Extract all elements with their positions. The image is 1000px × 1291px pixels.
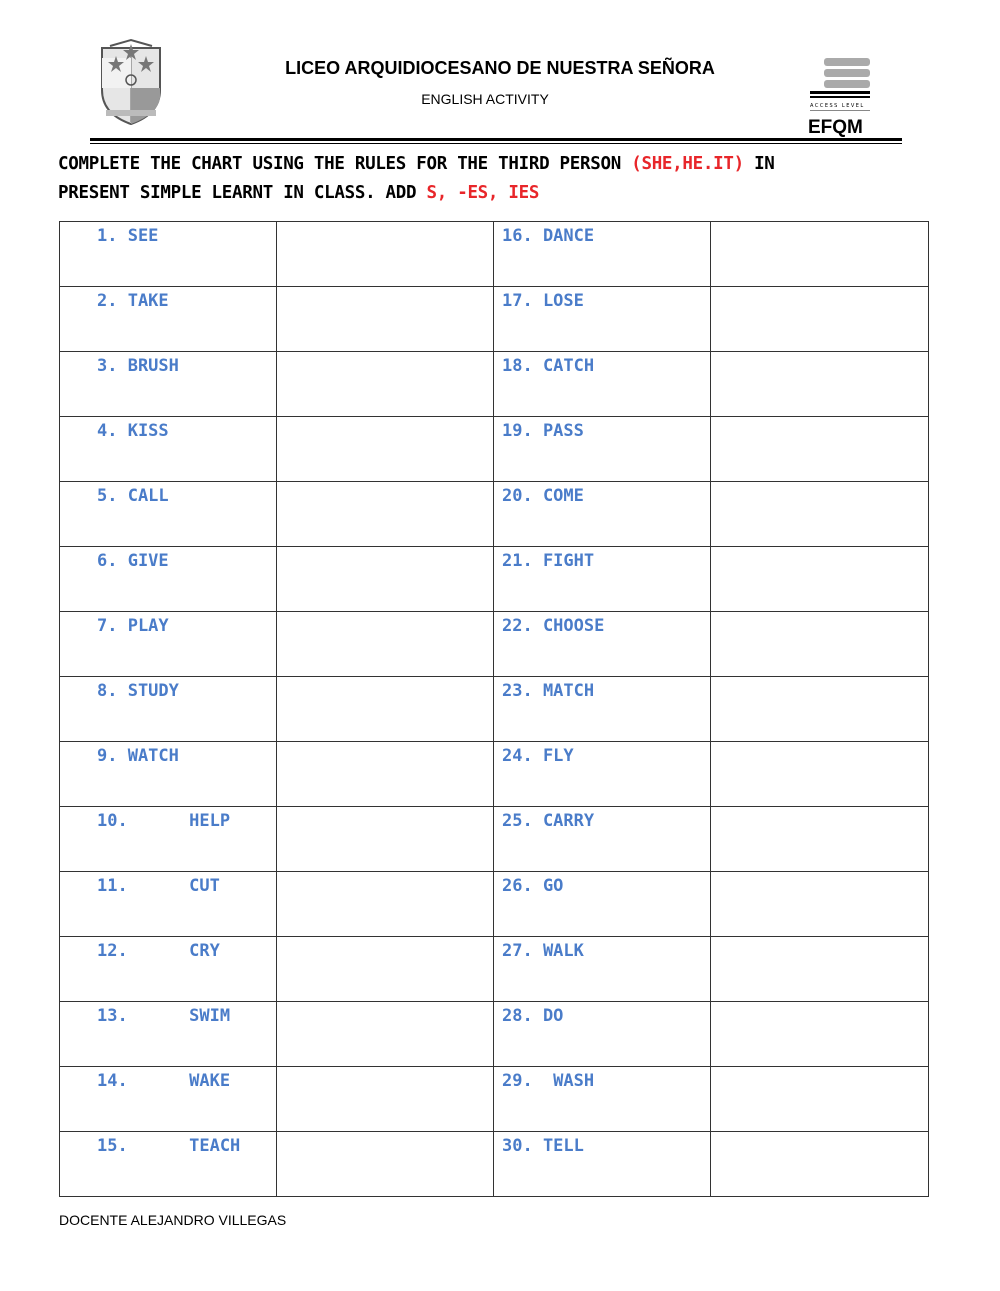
answer-cell[interactable] [277,547,494,612]
verb-cell-right [494,1002,711,1067]
table-row [60,547,929,612]
verb-label: 4. KISS [97,421,169,441]
verb-cell-right [494,352,711,417]
table-row [60,1067,929,1132]
answer-cell[interactable] [277,1132,494,1197]
endings-highlight: S, -ES, IES [426,183,540,203]
teacher-name: DOCENTE ALEJANDRO VILLEGAS [59,1212,287,1228]
verb-label: 27. WALK [502,941,584,961]
verb-cell-left [60,807,277,872]
verb-cell-left [60,287,277,352]
answer-cell[interactable] [277,677,494,742]
verb-label: 9. WATCH [97,746,179,766]
verb-cell-right [494,937,711,1002]
header-divider [90,138,902,141]
pronouns-highlight: (SHE,HE.IT) [631,154,744,174]
answer-cell[interactable] [711,352,929,417]
verb-label: 7. PLAY [97,616,169,636]
verb-cell-left [60,677,277,742]
instructions-text: COMPLETE THE CHART USING THE RULES FOR THE THIRD PERSON [58,154,632,174]
table-row [60,417,929,482]
verb-label: 18. CATCH [502,356,595,376]
answer-cell[interactable] [711,1002,929,1067]
answer-cell[interactable] [711,417,929,482]
table-row [60,1002,929,1067]
verb-cell-left [60,547,277,612]
answer-cell[interactable] [711,612,929,677]
verb-label: 21. FIGHT [502,551,595,571]
verb-label: 14. WAKE [97,1071,231,1091]
table-row [60,287,929,352]
verb-cell-right [494,222,711,287]
answer-cell[interactable] [711,1067,929,1132]
verb-cell-right [494,742,711,807]
verb-cell-left [60,872,277,937]
verb-label: 8. STUDY [97,681,179,701]
verb-label: 16. DANCE [502,226,595,246]
verb-label: 10. HELP [97,811,231,831]
instructions-text: IN [743,154,775,174]
verb-label: 6. GIVE [97,551,169,571]
verb-label: 17. LOSE [502,291,584,311]
verb-cell-left [60,1132,277,1197]
verb-cell-right [494,547,711,612]
verb-cell-right [494,417,711,482]
verb-cell-left [60,1067,277,1132]
verb-cell-right [494,1132,711,1197]
answer-cell[interactable] [277,742,494,807]
answer-cell[interactable] [277,417,494,482]
answer-cell[interactable] [711,872,929,937]
table-row [60,677,929,742]
verb-cell-left [60,937,277,1002]
answer-cell[interactable] [277,937,494,1002]
verb-cell-right [494,287,711,352]
verb-label: 15. TEACH [97,1136,241,1156]
answer-cell[interactable] [711,937,929,1002]
answer-cell[interactable] [711,807,929,872]
verb-cell-right [494,482,711,547]
verb-label: 3. BRUSH [97,356,179,376]
verb-cell-left [60,1002,277,1067]
answer-cell[interactable] [277,352,494,417]
answer-cell[interactable] [711,287,929,352]
verb-label: 20. COME [502,486,584,506]
answer-cell[interactable] [711,677,929,742]
instructions-line-1 [58,150,938,179]
answer-cell[interactable] [277,482,494,547]
verb-label: 11. CUT [97,876,220,896]
instructions-line-2 [58,179,938,208]
verb-label: 29. WASH [502,1071,595,1091]
efqm-logo-text: EFQM [808,117,863,138]
answer-cell[interactable] [277,1067,494,1132]
verb-label: 5. CALL [97,486,169,506]
verb-label: 12. CRY [97,941,220,961]
table-row [60,612,929,677]
verb-label: 24. FLY [502,746,574,766]
table-row [60,872,929,937]
table-row [60,1132,929,1197]
answer-cell[interactable] [711,482,929,547]
answer-cell[interactable] [277,1002,494,1067]
verb-label: 19. PASS [502,421,584,441]
activity-subtitle: ENGLISH ACTIVITY [421,91,549,107]
verb-label: 1. SEE [97,226,159,246]
verb-label: 28. DO [502,1006,564,1026]
answer-cell[interactable] [277,872,494,937]
verb-cell-left [60,612,277,677]
verb-cell-right [494,807,711,872]
verb-label: 13. SWIM [97,1006,231,1026]
verb-cell-right [494,872,711,937]
verb-cell-left [60,482,277,547]
verb-label: 2. TAKE [97,291,169,311]
verb-label: 26. GO [502,876,564,896]
table-row [60,937,929,1002]
table-row [60,482,929,547]
school-crest-logo [96,38,166,126]
answer-cell[interactable] [711,547,929,612]
table-row [60,352,929,417]
verb-cell-right [494,612,711,677]
school-name: LICEO ARQUIDIOCESANO DE NUESTRA SEÑORA [285,58,715,78]
table-row [60,222,929,287]
answer-cell[interactable] [711,1132,929,1197]
verb-cell-left [60,352,277,417]
answer-cell[interactable] [711,742,929,807]
verb-chart [59,221,929,1197]
verb-label: 30. TELL [502,1136,584,1156]
answer-cell[interactable] [277,222,494,287]
table-row [60,807,929,872]
verb-label: 23. MATCH [502,681,595,701]
instructions-text: PRESENT SIMPLE LEARNT IN CLASS. ADD [58,183,427,203]
table-row [60,742,929,807]
verb-label: 22. CHOOSE [502,616,605,636]
logo-small-text: ACCESS LEVEL [810,103,865,109]
answer-cell[interactable] [277,807,494,872]
header-divider-thin [90,143,902,144]
verb-cell-right [494,1067,711,1132]
verb-cell-left [60,742,277,807]
verb-cell-left [60,222,277,287]
verb-cell-left [60,417,277,482]
answer-cell[interactable] [711,222,929,287]
instructions [58,150,938,208]
answer-cell[interactable] [277,612,494,677]
verb-cell-right [494,677,711,742]
verb-label: 25. CARRY [502,811,595,831]
answer-cell[interactable] [277,287,494,352]
